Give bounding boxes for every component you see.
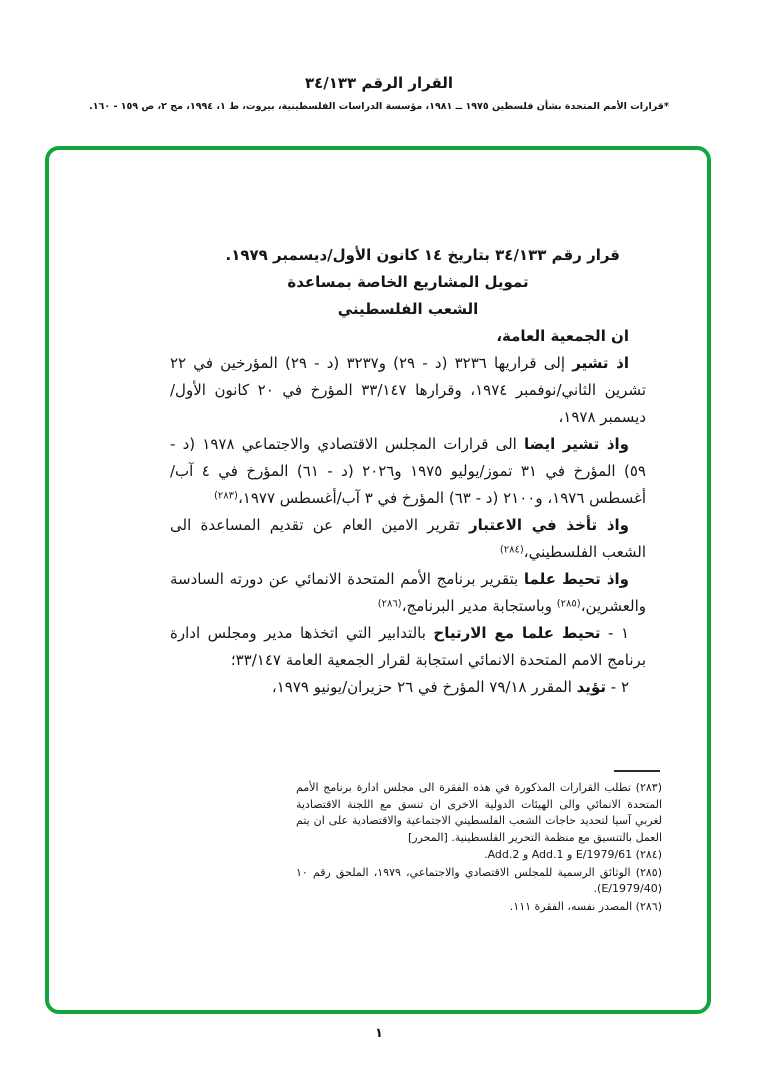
clause-number: ١ - (600, 624, 630, 642)
footnote-text: المصدر نفسه، الفقرة ١١١. (509, 899, 633, 913)
footnote-ref-285: (٢٨٥) (556, 598, 581, 610)
operative-clause-1 (170, 620, 646, 674)
clause-lead: واذ تحيط علما (523, 570, 629, 588)
footnote-marker: (٢٨٣) (635, 781, 662, 794)
green-frame (45, 146, 711, 1014)
clause-lead: واذ تشير ايضا (524, 435, 629, 453)
clause-text: بالتدابير التي اتخذها مدير ومجلس ادارة برنامج الامم المتحدة الانمائي استجابة لقرار الجمعية العامة ٣٣/١٤٧؛ (170, 624, 646, 669)
page-number: ١ (375, 1026, 383, 1041)
operative-clause-2 (170, 674, 646, 701)
resolution-number-line: قرار رقم ٣٤/١٣٣ بتاريخ ١٤ كانون الأول/ديسمبر ١٩٧٩. (225, 246, 620, 264)
clause-text: بتقرير برنامج الأمم المتحدة الانمائي عن دورته السادسة والعشرين، (170, 570, 646, 615)
footnotes-section (296, 780, 662, 916)
footnote-ref-284: (٢٨٤) (499, 544, 524, 556)
footnote-marker: (٢٨٥) (635, 865, 663, 879)
footnote-marker: (٢٨٤) (635, 848, 662, 861)
resolution-title-line-2: الشعب الفلسطيني (337, 300, 479, 318)
footnote-ref-283: (٢٨٣) (214, 490, 238, 502)
footnote-ref-286: (٢٨٦) (377, 598, 402, 610)
footnote-rule (614, 770, 660, 772)
document-title: القرار الرقم ٣٤/١٣٣ (304, 74, 454, 92)
clause-lead: تحيط علما مع الارتياح (433, 624, 601, 642)
clause-lead: تؤيد (576, 678, 606, 696)
footnote-item-286 (296, 899, 662, 916)
footnote-marker: (٢٨٦) (635, 899, 662, 913)
footnote-text: E/1979/61 و Add.1 و Add.2. (484, 848, 633, 861)
clause-lead: اذ تشير (572, 354, 630, 372)
footnote-text: الوثائق الرسمية للمجلس الاقتصادي والاجتماعي، ١٩٧٩، الملحق رقم ١٠ (E/1979/40). (296, 865, 662, 895)
clause-text: إلى قراريها ٣٢٣٦ (د - ٢٩) و٣٢٣٧ (د - ٢٩) المؤرخين في ٢٢ تشرين الثاني/نوفمبر ١٩٧٤، وقرارها ٣٣/١٤٧ المؤرخ في ٢٠ كانون الأول/ديسمبر ١٩٧٨، (170, 354, 646, 426)
clause-taking-into-account (170, 512, 646, 566)
clause-lead: واذ تأخذ في الاعتبار (469, 516, 629, 534)
footnote-item-284 (296, 847, 662, 864)
clause-text: الى قرارات المجلس الاقتصادي والاجتماعي ١٩٧٨ (د - ٥٩) المؤرخ في ٣١ تموز/يوليو ١٩٧٥ و٢٠٢٦ (د - ٦١) المؤرخ في ٤ آب/أغسطس ١٩٧٦، و٢١٠٠ (د - ٦٣) المؤرخ في ٣ آب/أغسطس ١٩٧٧، (170, 435, 646, 507)
footnote-text: تطلب القرارات المذكورة في هذه الفقرة الى مجلس ادارة برنامج الأمم المتحدة الانمائي والى الهيئات الدولية الاخرى ان تنسق مع اللجنة الاقتصادية لغربي آسيا لتحديد حاجات الشعب الفلسطيني الاجتماعية والاقتصادية على ان يتم العمل بالتنسيق مع منظمة التحرير الفلسطينية. [المحرر] (296, 781, 662, 844)
clause-text: تقرير الامين العام عن تقديم المساعدة الى الشعب الفلسطيني، (170, 516, 646, 561)
clause-text: وباستجابة مدير البرنامج، (401, 597, 557, 615)
footnote-item-283 (296, 780, 662, 846)
resolution-title-line-1: تمويل المشاريع الخاصة بمساعدة (287, 273, 529, 291)
clause-text: المقرر ٧٩/١٨ المؤرخ في ٢٦ حزيران/يونيو ١٩٧٩، (271, 678, 577, 696)
clause-recalling-also (170, 431, 646, 512)
preamble-text: ان الجمعية العامة، (496, 327, 629, 345)
source-citation: *قرارات الأمم المتحدة بشأن فلسطين ١٩٧٥ ــ ١٩٨١، مؤسسة الدراسات الفلسطينية، بيروت، ط ١، ١٩٩٤، مج ٢، ص ١٥٩ - ١٦٠. (89, 101, 669, 112)
preamble (170, 323, 646, 350)
clause-number: ٢ - (605, 678, 629, 696)
resolution-text (170, 242, 646, 701)
footnote-item-285 (296, 865, 662, 898)
clause-recalling (170, 350, 646, 431)
clause-taking-note (170, 566, 646, 620)
